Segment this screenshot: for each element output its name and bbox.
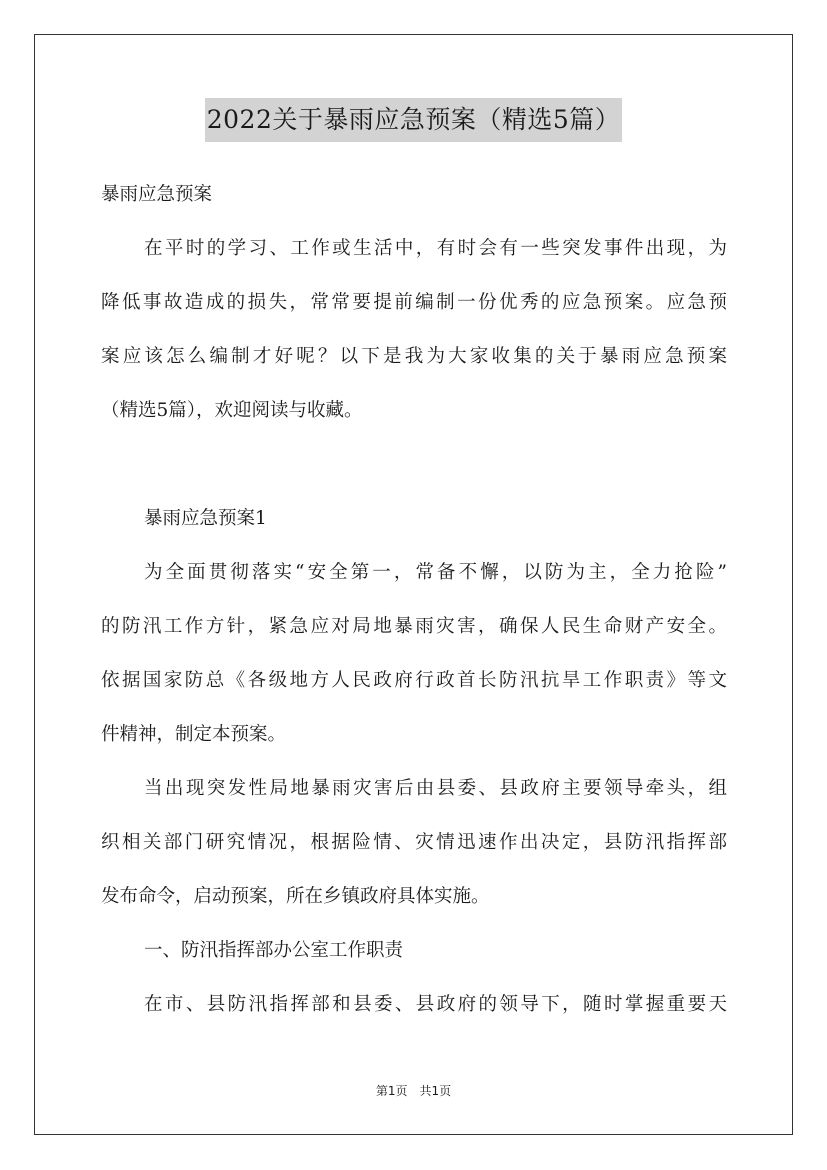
intro-line: 降低事故造成的损失，常常要提前编制一份优秀的应急预案。应急预 <box>101 292 727 313</box>
paragraph-line: 当出现突发性局地暴雨灾害后由县委、县政府主要领导牵头，组 <box>144 778 727 799</box>
page-footer: 第1页 共1页 <box>375 1084 452 1098</box>
paragraph-line: 件精神，制定本预案。 <box>101 724 287 745</box>
paragraph-line: 发布命令，启动预案，所在乡镇政府具体实施。 <box>101 886 490 907</box>
paragraph-line: 为全面贯彻落实“安全第一，常备不懈，以防为主，全力抢险” <box>144 562 727 583</box>
section-title: 暴雨应急预案1 <box>144 508 267 529</box>
paragraph-line: 依据国家防总《各级地方人民政府行政首长防汛抗旱工作职责》等文 <box>101 670 727 691</box>
paragraph-line: 的防汛工作方针，紧急应对局地暴雨灾害，确保人民生命财产安全。 <box>101 616 727 637</box>
intro-line: 案应该怎么编制才好呢？以下是我为大家收集的关于暴雨应急预案 <box>101 346 727 367</box>
paragraph-line: 在市、县防汛指挥部和县委、县政府的领导下，随时掌握重要天 <box>144 994 727 1015</box>
document-title-container <box>0 98 827 142</box>
list-item-title: 一、防汛指挥部办公室工作职责 <box>144 940 404 961</box>
paragraph-line: 织相关部门研究情况，根据险情、灾情迅速作出决定，县防汛指挥部 <box>101 832 727 853</box>
intro-line: （精选5篇），欢迎阅读与收藏。 <box>101 400 363 421</box>
document-title: 2022关于暴雨应急预案（精选5篇） <box>205 98 623 142</box>
intro-line: 在平时的学习、工作或生活中，有时会有一些突发事件出现，为 <box>144 238 727 259</box>
document-heading: 暴雨应急预案 <box>101 184 213 205</box>
